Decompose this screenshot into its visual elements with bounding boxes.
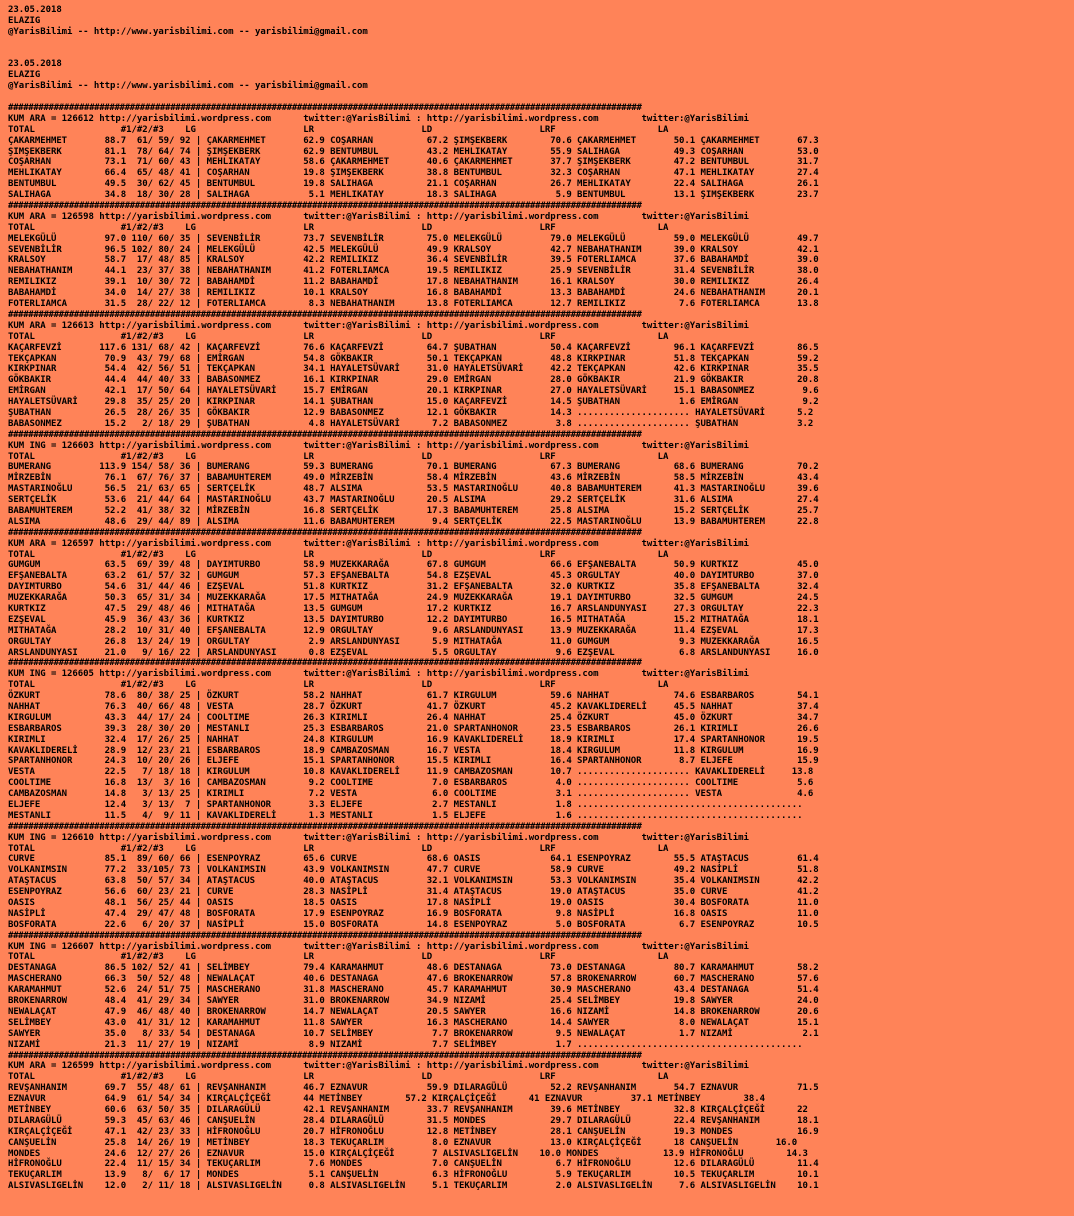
table-row: BABAMUHTEREM 52.2 41/ 38/ 32 | MİRZEBİN 16.8 SERTÇELİK 17.3 BABAMUHTEREM 25.8 ALSIMA 15.2 SERTÇELİK 25.7: [8, 505, 819, 516]
race-header-line: KUM ARA = 126598 http://yarisbilimi.wordpress.com twitter:@YarisBilimi : http://yarisbilimi.wordpress.com twitter:@YarisBilimi: [8, 211, 749, 222]
table-row: ÇAKARMEHMET 88.7 61/ 59/ 92 | ÇAKARMEHMET 62.9 COŞARHAN 67.2 ŞIMŞEKBERK 70.6 ÇAKARMEHMET 50.1 ÇAKARMEHMET 67.3: [8, 135, 819, 146]
table-row: MESTANLI 11.5 4/ 9/ 11 | KAVAKLIDERELİ 1.3 MESTANLI 1.5 ELJEFE 1.6 ..........................................: [8, 810, 803, 821]
table-row: KAÇARFEVZİ 117.6 131/ 68/ 42 | KAÇARFEVZİ 76.6 KAÇARFEVZİ 64.7 ŞUBATHAN 50.4 KAÇARFEVZİ 96.1 KAÇARFEVZİ 86.5: [8, 342, 819, 353]
table-row: KIRGULUM 43.3 44/ 17/ 24 | COOLTIME 26.3 KIRIMLI 26.4 NAHHAT 25.4 ÖZKURT 45.0 ÖZKURT 34.7: [8, 712, 819, 723]
separator-line: #############################################################################################################################: [8, 309, 642, 320]
column-header-line: TOTAL #1/#2/#3 LG LR LD LRF LA: [8, 549, 669, 560]
column-header-line: TOTAL #1/#2/#3 LG LR LD LRF LA: [8, 1072, 669, 1083]
table-row: KURTKIZ 47.5 29/ 48/ 46 | MITHATAĞA 13.5 GUMGUM 17.2 KURTKIZ 16.7 ARSLANDUNYASI 27.3 ORGULTAY 22.3: [8, 603, 819, 614]
table-row: BABASONMEZ 15.2 2/ 18/ 29 | ŞUBATHAN 4.8 HAYALETSÜVARİ 7.2 BABASONMEZ 3.8 ..................... ŞUBATHAN 3.2: [8, 418, 814, 429]
race-header-line: KUM ARA = 126613 http://yarisbilimi.wordpress.com twitter:@YarisBilimi : http://yarisbilimi.wordpress.com twitter:@YarisBilimi: [8, 320, 749, 331]
table-row: SAWYER 35.0 8/ 33/ 54 | DESTANAGA 10.7 SELİMBEY 7.7 BROKENARROW 9.5 NEWALAÇAT 1.7 NIZAMİ 2.1: [8, 1028, 819, 1039]
table-row: OASIS 48.1 56/ 25/ 44 | OASIS 18.5 OASIS 17.8 NASİPLİ 19.0 OASIS 30.4 BOSFORATA 11.0: [8, 898, 819, 909]
column-header-line: TOTAL #1/#2/#3 LG LR LD LRF LA: [8, 222, 669, 233]
table-row: MİRZEBİN 76.1 67/ 76/ 37 | BABAMUHTEREM 49.0 MİRZEBİN 58.4 MİRZEBİN 43.6 MİRZEBİN 58.5 MİRZEBİN 43.4: [8, 473, 819, 484]
table-row: EMİRGAN 42.1 17/ 50/ 64 | HAYALETSÜVARİ 15.7 EMİRGAN 20.1 KIRKPINAR 27.0 HAYALETSÜVARİ 15.1 BABASONMEZ 9.6: [8, 386, 819, 397]
table-row: MEHLIKATAY 66.4 65/ 48/ 41 | COŞARHAN 19.8 ŞIMŞEKBERK 38.8 BENTUMBUL 32.3 COŞARHAN 47.1 MEHLIKATAY 27.4: [8, 168, 819, 179]
table-row: ESBARBAROS 39.3 28/ 30/ 20 | MESTANLI 25.3 ESBARBAROS 21.0 SPARTANHONOR 23.5 ESBARBAROS 26.1 KIRIMLI 26.6: [8, 723, 819, 734]
table-row: ATAŞTACUS 63.8 50/ 57/ 34 | ATAŞTACUS 40.0 ATAŞTACUS 32.1 VOLKANIMSIN 53.3 VOLKANIMSIN 35.4 VOLKANIMSIN 42.2: [8, 876, 819, 887]
table-row: ORGULTAY 26.8 13/ 24/ 19 | ORGULTAY 2.9 ARSLANDUNYASI 5.9 MITHATAĞA 11.0 GUMGUM 9.3 MUZEKKARAĞA 16.5: [8, 636, 819, 647]
table-row: EFŞANEBALTA 63.2 61/ 57/ 32 | GUMGUM 57.3 EFŞANEBALTA 54.8 EZŞEVAL 45.3 ORGULTAY 40.0 DAYIMTURBO 37.0: [8, 571, 819, 582]
table-row: VOLKANIMSIN 77.2 33/105/ 73 | VOLKANIMSIN 43.9 VOLKANIMSIN 47.7 CURVE 58.9 CURVE 49.2 NASİPLİ 51.8: [8, 865, 819, 876]
table-row: HİFRONOĞLU 22.4 11/ 15/ 34 | TEKUÇARLIM 7.6 MONDES 7.0 CANŞUELİN 6.7 HİFRONOĞLU 12.6 DILARAGÜLÜ 11.4: [8, 1159, 819, 1170]
table-row: ÖZKURT 78.6 80/ 38/ 25 | ÖZKURT 58.2 NAHHAT 61.7 KIRGULUM 59.6 NAHHAT 74.6 ESBARBAROS 54.1: [8, 691, 819, 702]
table-row: VESTA 22.5 7/ 18/ 18 | KIRGULUM 10.8 KAVAKLIDERELİ 11.9 CAMBAZOSMAN 10.7 ..................... KAVAKLIDERELİ 13.8: [8, 767, 814, 778]
table-row: SALIHAGA 34.8 18/ 30/ 28 | SALIHAGA 5.1 MEHLIKATAY 18.3 SALIHAGA 5.9 BENTUMBUL 13.1 ŞIMŞEKBERK 23.7: [8, 190, 819, 201]
table-row: NAHHAT 76.3 40/ 66/ 48 | VESTA 28.7 ÖZKURT 41.7 ÖZKURT 45.2 KAVAKLIDERELİ 45.5 NAHHAT 37.4: [8, 702, 819, 712]
column-header-line: TOTAL #1/#2/#3 LG LR LD LRF LA: [8, 331, 669, 342]
header-line: 23.05.2018: [8, 59, 62, 70]
table-row: ESENPOYRAZ 56.6 60/ 23/ 21 | CURVE 28.3 NASİPLİ 31.4 ATAŞTACUS 19.0 ATAŞTACUS 35.0 CURVE 41.2: [8, 887, 819, 898]
table-row: EZNAVUR 64.9 61/ 54/ 34 | KIRÇALÇİÇEĞİ 44 METİNBEY 57.2 KIRÇALÇİÇEĞİ 41 EZNAVUR 37.1 METİNBEY 38.4: [8, 1094, 765, 1105]
table-row: COOLTIME 16.8 13/ 3/ 16 | CAMBAZOSMAN 9.2 COOLTIME 7.0 ESBARBAROS 4.0 ..................... COOLTIME 5.6: [8, 778, 814, 789]
separator-line: #############################################################################################################################: [8, 658, 642, 669]
table-row: KIRKPINAR 54.4 42/ 56/ 51 | TEKÇAPKAN 34.1 HAYALETSÜVARİ 31.0 HAYALETSÜVARİ 42.2 TEKÇAPKAN 42.6 KIRKPINAR 35.5: [8, 364, 819, 375]
table-row: CURVE 85.1 89/ 60/ 66 | ESENPOYRAZ 65.6 CURVE 68.6 OASIS 64.1 ESENPOYRAZ 55.5 ATAŞTACUS 61.4: [8, 854, 819, 865]
separator-line: #############################################################################################################################: [8, 930, 642, 941]
table-row: NEWALAÇAT 47.9 46/ 48/ 40 | BROKENARROW 14.7 NEWALAÇAT 20.5 SAWYER 16.6 NIZAMİ 14.8 BROKENARROW 20.6: [8, 1006, 819, 1017]
separator-line: #############################################################################################################################: [8, 821, 642, 832]
table-row: REVŞANHANIM 69.7 55/ 48/ 61 | REVŞANHANIM 46.7 EZNAVUR 59.9 DILARAGÜLÜ 52.2 REVŞANHANIM 54.7 EZNAVUR 71.5: [8, 1083, 819, 1094]
table-row: KARAMAHMUT 52.6 24/ 51/ 75 | MASCHERANO 31.8 MASCHERANO 45.7 KARAMAHMUT 30.9 MASCHERANO 43.4 DESTANAGA 51.4: [8, 985, 819, 996]
table-row: DAYIMTURBO 54.6 31/ 44/ 46 | EZŞEVAL 51.8 KURTKIZ 31.2 EFŞANEBALTA 32.0 KURTKIZ 35.8 EFŞANEBALTA 32.4: [8, 582, 819, 593]
table-row: NEBAHATHANIM 44.1 23/ 37/ 38 | NEBAHATHANIM 41.2 FOTERLIAMCA 19.5 REMILIKIZ 25.9 SEVENBİLİR 31.4 SEVENBİLİR 38.0: [8, 266, 819, 277]
separator-line: #############################################################################################################################: [8, 527, 642, 538]
table-row: TEKÇAPKAN 70.9 43/ 79/ 68 | EMİRGAN 54.8 GÖKBAKIR 50.1 TEKÇAPKAN 48.8 KIRKPINAR 51.8 TEKÇAPKAN 59.2: [8, 353, 819, 364]
table-row: SELİMBEY 43.0 41/ 31/ 12 | KARAMAHMUT 11.8 SAWYER 16.3 MASCHERANO 14.4 SAWYER 8.0 NEWALAÇAT 15.1: [8, 1017, 819, 1028]
race-header-line: KUM ARA = 126599 http://yarisbilimi.wordpress.com twitter:@YarisBilimi : http://yarisbilimi.wordpress.com twitter:@YarisBilimi: [8, 1061, 749, 1072]
separator-line: #############################################################################################################################: [8, 429, 642, 440]
race-header-line: KUM ARA = 126612 http://yarisbilimi.wordpress.com twitter:@YarisBilimi : http://yarisbilimi.wordpress.com twitter:@YarisBilimi: [8, 113, 749, 124]
table-row: BUMERANG 113.9 154/ 58/ 36 | BUMERANG 59.3 BUMERANG 70.1 BUMERANG 67.3 BUMERANG 68.6 BUMERANG 70.2: [8, 462, 819, 473]
race-header-line: KUM ING = 126607 http://yarisbilimi.wordpress.com twitter:@YarisBilimi : http://yarisbilimi.wordpress.com twitter:@YarisBilimi: [8, 941, 749, 952]
blank-line: [8, 49, 1074, 60]
header-line: ELAZIG: [8, 15, 41, 26]
table-row: ARSLANDUNYASI 21.0 9/ 16/ 22 | ARSLANDUNYASI 0.8 EZŞEVAL 5.5 ORGULTAY 9.6 EZŞEVAL 6.8 ARSLANDUNYASI 16.0: [8, 647, 819, 658]
race-header-line: KUM ING = 126610 http://yarisbilimi.wordpress.com twitter:@YarisBilimi : http://yarisbilimi.wordpress.com twitter:@YarisBilimi: [8, 832, 749, 843]
table-row: EZŞEVAL 45.9 36/ 43/ 36 | KURTKIZ 13.5 DAYIMTURBO 12.2 DAYIMTURBO 16.5 MITHATAĞA 15.2 MITHATAĞA 18.1: [8, 614, 819, 625]
column-header-line: TOTAL #1/#2/#3 LG LR LD LRF LA: [8, 843, 669, 854]
table-row: MASTARINOĞLU 56.5 21/ 63/ 65 | SERTÇELİK 48.7 ALSIMA 53.5 MASTARINOĞLU 40.8 BABAMUHTEREM 41.3 MASTARINOĞLU 39.6: [8, 484, 819, 495]
table-row: MONDES 24.6 12/ 27/ 26 | EZNAVUR 15.0 KIRÇALÇİÇEĞİ 7 ALSIVASLIGELİN 10.0 MONDES 13.9 HİFRONOĞLU 14.3: [8, 1148, 808, 1159]
separator-line: #############################################################################################################################: [8, 103, 642, 114]
table-row: METİNBEY 60.6 63/ 50/ 35 | DILARAGÜLÜ 42.1 REVŞANHANIM 33.7 REVŞANHANIM 39.6 METİNBEY 32.8 KIRÇALÇİÇEĞİ 22: [8, 1104, 808, 1115]
table-row: KIRÇALÇİÇEĞİ 47.1 42/ 23/ 33 | HİFRONOĞLU 20.7 HİFRONOĞLU 12.8 METİNBEY 28.1 CANŞUELİN 19.3 MONDES 16.9: [8, 1126, 819, 1137]
table-row: NIZAMİ 21.3 11/ 27/ 19 | NIZAMİ 8.9 NIZAMİ 7.7 SELİMBEY 1.7 ..........................................: [8, 1039, 803, 1050]
table-row: NASİPLİ 47.4 29/ 47/ 48 | BOSFORATA 17.9 ESENPOYRAZ 16.9 BOSFORATA 9.8 NASİPLİ 16.8 OASIS 11.0: [8, 908, 819, 919]
table-row: GUMGUM 63.5 69/ 39/ 48 | DAYIMTURBO 58.9 MUZEKKARAĞA 67.8 GUMGUM 66.6 EFŞANEBALTA 50.9 KURTKIZ 45.0: [8, 560, 819, 571]
race-header-line: KUM ING = 126605 http://yarisbilimi.wordpress.com twitter:@YarisBilimi : http://yarisbilimi.wordpress.com twitter:@YarisBilimi: [8, 669, 749, 680]
table-row: DESTANAGA 86.5 102/ 52/ 41 | SELİMBEY 79.4 KARAMAHMUT 48.6 DESTANAGA 73.0 DESTANAGA 80.7 KARAMAHMUT 58.2: [8, 963, 819, 974]
header-line: @YarisBilimi -- http://www.yarisbilimi.com -- yarisbilimi@gmail.com: [8, 26, 368, 37]
table-row: HAYALETSÜVARİ 29.8 35/ 25/ 20 | KIRKPINAR 14.1 ŞUBATHAN 15.0 KAÇARFEVZİ 14.5 ŞUBATHAN 1.6 EMİRGAN 9.2: [8, 397, 819, 408]
table-row: BABAHAMDİ 34.0 14/ 27/ 38 | REMILIKIZ 10.1 KRALSOY 16.8 BABAHAMDİ 13.3 BABAHAMDİ 24.6 NEBAHATHANIM 20.1: [8, 288, 819, 299]
table-row: COŞARHAN 73.1 71/ 60/ 43 | MEHLIKATAY 58.6 ÇAKARMEHMET 40.6 ÇAKARMEHMET 37.7 ŞIMŞEKBERK 47.2 BENTUMBUL 31.7: [8, 157, 819, 168]
blank-line: [8, 38, 1074, 49]
table-row: ELJEFE 12.4 3/ 13/ 7 | SPARTANHONOR 3.3 ELJEFE 2.7 MESTANLI 1.8 ..........................................: [8, 800, 803, 811]
separator-line: #############################################################################################################################: [8, 201, 642, 212]
table-row: ALSIVASLIGELİN 12.0 2/ 11/ 18 | ALSIVASLIGELİN 0.8 ALSIVASLIGELİN 5.1 TEKUÇARLIM 2.0 ALSIVASLIGELİN 7.6 ALSIVASLIGELİN 10.1: [8, 1181, 819, 1192]
table-row: MITHATAĞA 28.2 10/ 31/ 40 | EFŞANEBALTA 12.9 ORGULTAY 9.6 ARSLANDUNYASI 13.9 MUZEKKARAĞA 11.4 EZŞEVAL 17.3: [8, 625, 819, 636]
table-row: CAMBAZOSMAN 14.8 3/ 13/ 25 | KIRIMLI 7.2 VESTA 6.0 COOLTIME 3.1 ..................... VESTA 4.6: [8, 789, 814, 800]
table-row: MELEKGÜLÜ 97.0 110/ 60/ 35 | SEVENBİLİR 73.7 SEVENBİLİR 75.0 MELEKGÜLÜ 79.0 MELEKGÜLÜ 59.0 MELEKGÜLÜ 49.7: [8, 233, 819, 244]
race-header-line: KUM ARA = 126597 http://yarisbilimi.wordpress.com twitter:@YarisBilimi : http://yarisbilimi.wordpress.com twitter:@YarisBilimi: [8, 538, 749, 549]
table-row: DILARAGÜLÜ 59.3 45/ 63/ 46 | CANŞUELİN 28.4 DILARAGÜLÜ 31.5 MONDES 29.7 DILARAGÜLÜ 22.4 REVŞANHANIM 18.1: [8, 1115, 819, 1126]
table-row: SEVENBİLİR 96.5 102/ 80/ 24 | MELEKGÜLÜ 42.5 MELEKGÜLÜ 49.9 KRALSOY 42.7 NEBAHATHANIM 39.0 KRALSOY 42.1: [8, 244, 819, 255]
table-row: SERTÇELİK 53.6 21/ 44/ 64 | MASTARINOĞLU 43.7 MASTARINOĞLU 20.5 ALSIMA 29.2 SERTÇELİK 31.6 ALSIMA 27.4: [8, 495, 819, 506]
table-row: ALSIMA 48.6 29/ 44/ 89 | ALSIMA 11.6 BABAMUHTEREM 9.4 SERTÇELİK 22.5 MASTARINOĞLU 13.9 BABAMUHTEREM 22.8: [8, 516, 819, 527]
table-row: KIRIMLI 32.4 17/ 26/ 25 | NAHHAT 24.8 KIRGULUM 16.9 KAVAKLIDERELİ 18.9 KIRIMLI 17.4 SPARTANHONOR 19.5: [8, 734, 819, 745]
table-row: SPARTANHONOR 24.3 10/ 20/ 26 | ELJEFE 15.1 SPARTANHONOR 15.5 KIRIMLI 16.4 SPARTANHONOR 8.7 ELJEFE 15.9: [8, 756, 819, 767]
table-row: CANŞUELİN 25.8 14/ 26/ 19 | METİNBEY 18.3 TEKUÇARLIM 8.0 EZNAVUR 13.0 KIRÇALÇİÇEĞİ 18 CANŞUELİN 16.0: [8, 1137, 798, 1148]
table-row: MUZEKKARAĞA 50.3 65/ 31/ 34 | MUZEKKARAĞA 17.5 MITHATAĞA 24.9 MUZEKKARAĞA 19.1 DAYIMTURBO 32.5 GUMGUM 24.5: [8, 593, 819, 604]
header-line: ELAZIG: [8, 70, 41, 81]
header-line: @YarisBilimi -- http://www.yarisbilimi.com -- yarisbilimi@gmail.com: [8, 81, 368, 92]
column-header-line: TOTAL #1/#2/#3 LG LR LD LRF LA: [8, 680, 669, 691]
column-header-line: TOTAL #1/#2/#3 LG LR LD LRF LA: [8, 124, 669, 135]
column-header-line: TOTAL #1/#2/#3 LG LR LD LRF LA: [8, 952, 669, 963]
table-row: TEKUÇARLIM 13.9 8/ 6/ 17 | MONDES 5.1 CANŞUELİN 6.3 HİFRONOĞLU 5.9 TEKUÇARLIM 10.5 TEKUÇARLIM 10.1: [8, 1170, 819, 1181]
table-row: BROKENARROW 48.4 41/ 29/ 34 | SAWYER 31.0 BROKENARROW 34.9 NIZAMİ 25.4 SELİMBEY 19.8 SAWYER 24.0: [8, 996, 819, 1007]
table-row: REMILIKIZ 39.1 10/ 30/ 72 | BABAHAMDİ 11.2 BABAHAMDİ 17.8 NEBAHATHANIM 16.1 KRALSOY 30.0 REMILIKIZ 26.4: [8, 277, 819, 288]
table-row: ŞIMŞEKBERK 81.1 78/ 64/ 74 | ŞIMŞEKBERK 62.9 BENTUMBUL 43.2 MEHLIKATAY 55.9 SALIHAGA 49.3 COŞARHAN 53.0: [8, 146, 819, 157]
table-row: KRALSOY 58.7 17/ 48/ 85 | KRALSOY 42.2 REMILIKIZ 36.4 SEVENBİLİR 39.5 FOTERLIAMCA 37.6 BABAHAMDİ 39.0: [8, 255, 819, 266]
table-row: FOTERLIAMCA 31.5 28/ 22/ 12 | FOTERLIAMCA 8.3 NEBAHATHANIM 13.8 FOTERLIAMCA 12.7 REMILIKIZ 7.6 FOTERLIAMCA 13.8: [8, 299, 819, 310]
header-line: 23.05.2018: [8, 5, 62, 15]
table-row: MASCHERANO 66.3 50/ 52/ 48 | NEWALAÇAT 40.6 DESTANAGA 47.6 BROKENARROW 57.8 BROKENARROW 60.7 MASCHERANO 57.6: [8, 974, 819, 985]
table-row: ŞUBATHAN 26.5 28/ 26/ 35 | GÖKBAKIR 12.9 BABASONMEZ 12.1 GÖKBAKIR 14.3 ..................... HAYALETSÜVARİ 5.2: [8, 407, 814, 418]
race-header-line: KUM ING = 126603 http://yarisbilimi.wordpress.com twitter:@YarisBilimi : http://yarisbilimi.wordpress.com twitter:@YarisBilimi: [8, 440, 749, 451]
separator-line: #############################################################################################################################: [8, 1050, 642, 1061]
table-row: BOSFORATA 22.6 6/ 20/ 37 | NASİPLİ 15.0 BOSFORATA 14.8 ESENPOYRAZ 5.0 BOSFORATA 6.7 ESENPOYRAZ 10.5: [8, 919, 819, 930]
blank-line: [8, 92, 1074, 103]
table-row: BENTUMBUL 49.5 30/ 62/ 45 | BENTUMBUL 19.8 SALIHAGA 21.1 COŞARHAN 26.7 MEHLIKATAY 22.4 SALIHAGA 26.1: [8, 179, 819, 190]
table-row: GÖKBAKIR 44.4 44/ 40/ 33 | BABASONMEZ 16.1 KIRKPINAR 29.0 EMİRGAN 28.0 GÖKBAKIR 21.9 GÖKBAKIR 20.8: [8, 375, 819, 386]
table-row: KAVAKLIDERELİ 28.9 12/ 23/ 21 | ESBARBAROS 18.9 CAMBAZOSMAN 16.7 VESTA 18.4 KIRGULUM 11.8 KIRGULUM 16.9: [8, 745, 819, 756]
column-header-line: TOTAL #1/#2/#3 LG LR LD LRF LA: [8, 451, 669, 462]
